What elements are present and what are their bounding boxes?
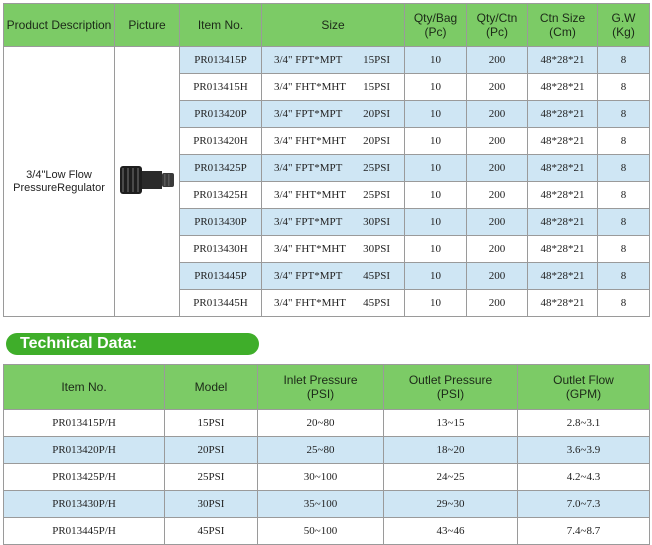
ctn-size-cell: 48*28*21 <box>528 209 598 236</box>
tech-model: 15PSI <box>165 410 258 437</box>
technical-data-table <box>3 364 650 545</box>
tech-model: 25PSI <box>165 464 258 491</box>
technical-row <box>4 491 650 518</box>
product-header-cell: Ctn Size (Cm) <box>528 4 598 47</box>
tech-item-number: PR013445P/H <box>4 518 165 545</box>
qty-ctn-cell: 200 <box>467 209 528 236</box>
size-psi: 25PSI <box>363 162 390 174</box>
technical-table-header <box>4 365 650 410</box>
product-header-cell: Item No. <box>180 4 262 47</box>
size-connection: 3/4" FPT*MPT <box>274 270 343 282</box>
item-number: PR013445P <box>180 263 262 290</box>
size-psi: 15PSI <box>363 81 390 93</box>
qty-bag-cell: 10 <box>405 101 467 128</box>
size-cell <box>262 263 405 290</box>
tech-outlet-flow: 2.8~3.1 <box>518 410 650 437</box>
item-number: PR013415H <box>180 74 262 101</box>
qty-ctn-cell: 200 <box>467 290 528 317</box>
technical-data-banner <box>6 333 259 355</box>
size-cell <box>262 47 405 74</box>
product-table-header <box>4 4 650 47</box>
technical-table-body <box>4 410 650 545</box>
size-connection: 3/4" FPT*MPT <box>274 162 343 174</box>
ctn-size-cell: 48*28*21 <box>528 74 598 101</box>
product-header-cell: Size <box>262 4 405 47</box>
size-content <box>262 243 404 255</box>
product-header-cell: Product Description <box>4 4 115 47</box>
size-psi: 15PSI <box>363 54 390 66</box>
technical-header-cell: Outlet Flow (GPM) <box>518 365 650 410</box>
item-number: PR013445H <box>180 290 262 317</box>
size-content <box>262 297 404 309</box>
gw-cell: 8 <box>598 209 650 236</box>
qty-ctn-cell: 200 <box>467 74 528 101</box>
size-content <box>262 81 404 93</box>
item-number: PR013415P <box>180 47 262 74</box>
size-content <box>262 135 404 147</box>
size-connection: 3/4" FPT*MPT <box>274 216 343 228</box>
size-cell <box>262 74 405 101</box>
size-cell <box>262 101 405 128</box>
ctn-size-cell: 48*28*21 <box>528 128 598 155</box>
size-content <box>262 270 404 282</box>
item-number: PR013420H <box>180 128 262 155</box>
ctn-size-cell: 48*28*21 <box>528 101 598 128</box>
gw-cell: 8 <box>598 128 650 155</box>
technical-header-cell: Outlet Pressure (PSI) <box>384 365 518 410</box>
size-connection: 3/4" FPT*MPT <box>274 108 343 120</box>
technical-row <box>4 437 650 464</box>
size-cell <box>262 155 405 182</box>
gw-cell: 8 <box>598 101 650 128</box>
size-psi: 30PSI <box>363 243 390 255</box>
technical-header-cell: Inlet Pressure (PSI) <box>258 365 384 410</box>
qty-bag-cell: 10 <box>405 155 467 182</box>
ctn-size-cell: 48*28*21 <box>528 182 598 209</box>
size-psi: 45PSI <box>363 297 390 309</box>
qty-bag-cell: 10 <box>405 209 467 236</box>
qty-bag-cell: 10 <box>405 47 467 74</box>
qty-ctn-cell: 200 <box>467 47 528 74</box>
qty-bag-cell: 10 <box>405 263 467 290</box>
tech-outlet-pressure: 18~20 <box>384 437 518 464</box>
qty-ctn-cell: 200 <box>467 236 528 263</box>
tech-outlet-flow: 3.6~3.9 <box>518 437 650 464</box>
technical-row <box>4 410 650 437</box>
gw-cell: 8 <box>598 236 650 263</box>
size-cell <box>262 128 405 155</box>
product-header-cell: Qty/Ctn (Pc) <box>467 4 528 47</box>
gw-cell: 8 <box>598 74 650 101</box>
technical-header-cell: Item No. <box>4 365 165 410</box>
tech-item-number: PR013415P/H <box>4 410 165 437</box>
technical-row <box>4 464 650 491</box>
size-connection: 3/4" FHT*MHT <box>274 297 347 309</box>
technical-header-cell: Model <box>165 365 258 410</box>
qty-ctn-cell: 200 <box>467 101 528 128</box>
item-number: PR013430P <box>180 209 262 236</box>
item-number: PR013425H <box>180 182 262 209</box>
size-psi: 30PSI <box>363 216 390 228</box>
qty-ctn-cell: 200 <box>467 128 528 155</box>
ctn-size-cell: 48*28*21 <box>528 263 598 290</box>
item-number: PR013425P <box>180 155 262 182</box>
size-cell <box>262 209 405 236</box>
tech-outlet-pressure: 43~46 <box>384 518 518 545</box>
size-content <box>262 162 404 174</box>
size-cell <box>262 290 405 317</box>
qty-ctn-cell: 200 <box>467 182 528 209</box>
gw-cell: 8 <box>598 263 650 290</box>
ctn-size-cell: 48*28*21 <box>528 290 598 317</box>
size-cell <box>262 182 405 209</box>
tech-inlet-pressure: 30~100 <box>258 464 384 491</box>
tech-item-number: PR013420P/H <box>4 437 165 464</box>
item-number: PR013430H <box>180 236 262 263</box>
product-table-body <box>4 47 650 317</box>
tech-outlet-pressure: 29~30 <box>384 491 518 518</box>
size-connection: 3/4" FHT*MHT <box>274 189 347 201</box>
gw-cell: 8 <box>598 182 650 209</box>
qty-ctn-cell: 200 <box>467 263 528 290</box>
product-header-cell: Picture <box>115 4 180 47</box>
size-content <box>262 108 404 120</box>
size-content <box>262 189 404 201</box>
tech-inlet-pressure: 35~100 <box>258 491 384 518</box>
tech-outlet-pressure: 24~25 <box>384 464 518 491</box>
product-header-cell: Qty/Bag (Pc) <box>405 4 467 47</box>
size-psi: 20PSI <box>363 135 390 147</box>
item-number: PR013420P <box>180 101 262 128</box>
ctn-size-cell: 48*28*21 <box>528 236 598 263</box>
size-content <box>262 216 404 228</box>
tech-model: 20PSI <box>165 437 258 464</box>
product-header-cell: G.W (Kg) <box>598 4 650 47</box>
tech-inlet-pressure: 50~100 <box>258 518 384 545</box>
size-psi: 45PSI <box>363 270 390 282</box>
tech-outlet-pressure: 13~15 <box>384 410 518 437</box>
tech-outlet-flow: 7.4~8.7 <box>518 518 650 545</box>
ctn-size-cell: 48*28*21 <box>528 47 598 74</box>
tech-model: 30PSI <box>165 491 258 518</box>
tech-inlet-pressure: 25~80 <box>258 437 384 464</box>
qty-bag-cell: 10 <box>405 74 467 101</box>
qty-bag-cell: 10 <box>405 128 467 155</box>
qty-bag-cell: 10 <box>405 182 467 209</box>
size-content <box>262 54 404 66</box>
tech-item-number: PR013430P/H <box>4 491 165 518</box>
gw-cell: 8 <box>598 290 650 317</box>
size-psi: 25PSI <box>363 189 390 201</box>
size-connection: 3/4" FHT*MHT <box>274 135 347 147</box>
product-description: 3/4"Low Flow PressureRegulator <box>4 47 115 317</box>
gw-cell: 8 <box>598 155 650 182</box>
size-cell <box>262 236 405 263</box>
size-connection: 3/4" FHT*MHT <box>274 243 347 255</box>
technical-data-title: Technical Data: <box>20 335 138 352</box>
tech-model: 45PSI <box>165 518 258 545</box>
size-connection: 3/4" FPT*MPT <box>274 54 343 66</box>
size-connection: 3/4" FHT*MHT <box>274 81 347 93</box>
tech-item-number: PR013425P/H <box>4 464 165 491</box>
qty-bag-cell: 10 <box>405 236 467 263</box>
qty-bag-cell: 10 <box>405 290 467 317</box>
tech-outlet-flow: 7.0~7.3 <box>518 491 650 518</box>
product-picture <box>115 47 180 317</box>
product-row <box>4 47 650 74</box>
gw-cell: 8 <box>598 47 650 74</box>
tech-outlet-flow: 4.2~4.3 <box>518 464 650 491</box>
qty-ctn-cell: 200 <box>467 155 528 182</box>
pressure-regulator-icon <box>118 193 176 205</box>
ctn-size-cell: 48*28*21 <box>528 155 598 182</box>
tech-inlet-pressure: 20~80 <box>258 410 384 437</box>
product-table <box>3 3 650 317</box>
size-psi: 20PSI <box>363 108 390 120</box>
technical-row <box>4 518 650 545</box>
